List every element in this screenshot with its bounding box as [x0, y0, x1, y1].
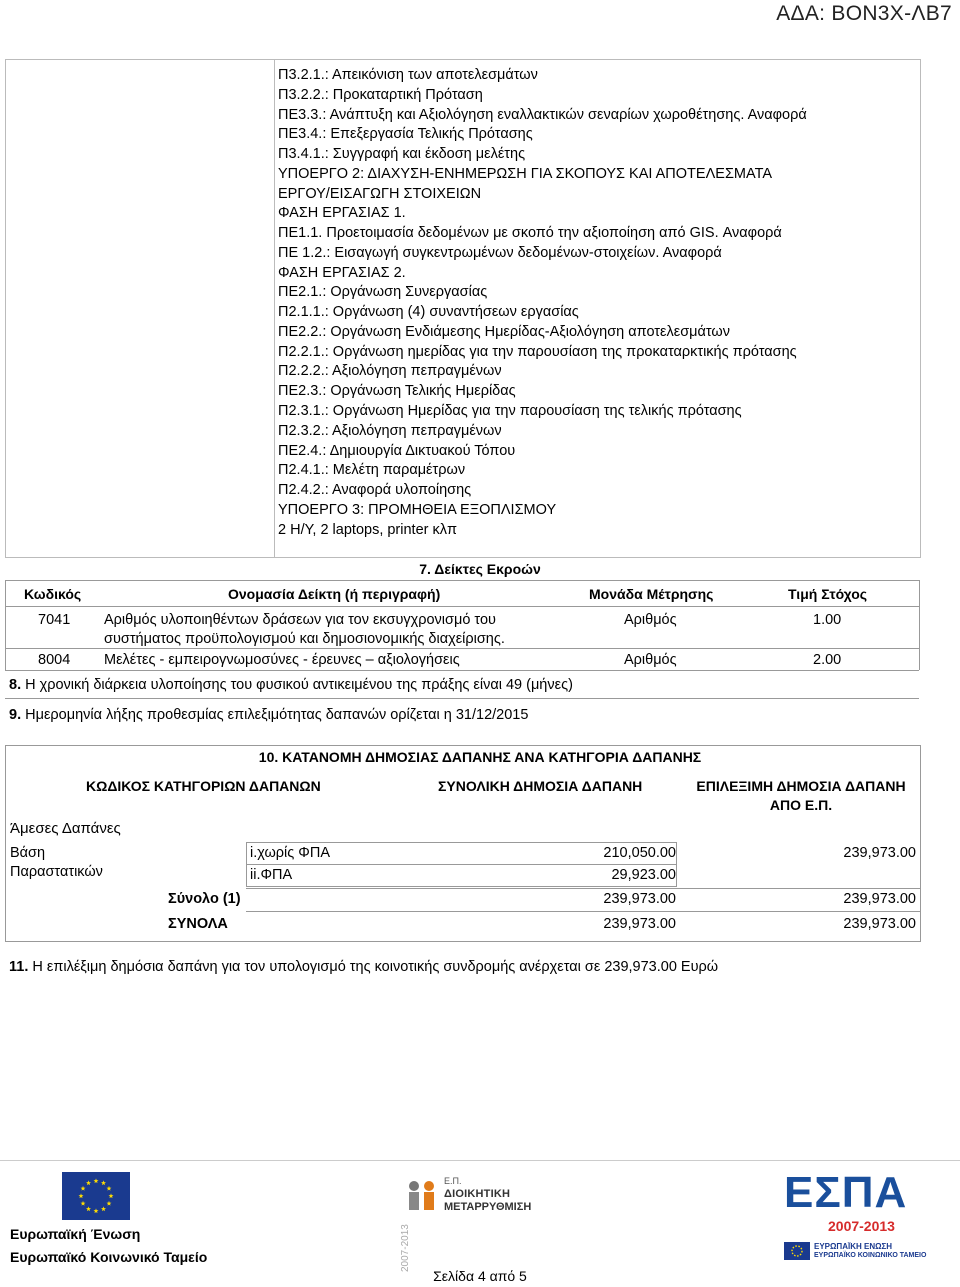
deliverable-line: ΠΕ 1.2.: Εισαγωγή συγκεντρωμένων δεδομένων-στοιχείων. Αναφορά — [278, 244, 722, 261]
indicator-code: 8004 — [38, 652, 71, 668]
admin-reform-logo — [398, 1172, 532, 1272]
subtotal-total: 210,050.00 — [603, 845, 676, 861]
deliverable-line: Π2.2.1.: Οργάνωση ημερίδας για την παρουσίαση της προκαταρκτικής πρότασης — [278, 343, 797, 360]
indicator-name-cont: συστήματος προϋπολογισμού και δημοσιονομικής διαχείρισης. — [104, 631, 505, 647]
divider — [5, 648, 919, 649]
indicator-unit: Αριθμός — [624, 612, 677, 628]
divider — [676, 842, 677, 887]
section9-text: Ημερομηνία λήξης προθεσμίας επιλεξιμότητας δαπανών ορίζεται η 31/12/2015 — [25, 707, 529, 723]
col-total-spend: ΣΥΝΟΛΙΚΗ ΔΗΜΟΣΙΑ ΔΑΠΑΝΗ — [438, 778, 643, 794]
deliverables-list — [278, 66, 918, 540]
eu-flag-icon — [62, 1172, 130, 1220]
deliverable-line: ΦΑΣΗ ΕΡΓΑΣΙΑΣ 2. — [278, 264, 406, 281]
section9-number: 9. — [9, 707, 22, 723]
deliverable-line: ΥΠΟΕΡΓΟ 3: ΠΡΟΜΗΘΕΙΑ ΕΞΟΠΛΙΣΜΟΥ — [278, 501, 557, 518]
section8 — [9, 677, 573, 693]
direct-costs: Άμεσες Δαπάνες — [10, 820, 121, 837]
ada-code: ΑΔΑ: ΒΟΝ3Χ-ΛΒ7 — [776, 2, 952, 25]
vat-label: ii.ΦΠΑ — [250, 867, 293, 883]
deliverable-line: ΠΕ3.4.: Επεξεργασία Τελικής Πρότασης — [278, 126, 533, 143]
basis-label-cont: Παραστατικών — [10, 864, 103, 880]
box-divider — [274, 60, 275, 557]
indicator-name: Αριθμός υλοποιηθέντων δράσεων για τον εκσυγχρονισμό του — [104, 612, 496, 628]
sum1-label: Σύνολο (1) — [168, 891, 241, 907]
page-number: Σελίδα 4 από 5 — [433, 1268, 527, 1284]
dm-small: Ε.Π. — [444, 1176, 462, 1186]
sum1-eligible: 239,973.00 — [843, 891, 916, 907]
divider — [246, 886, 676, 887]
divider — [5, 698, 919, 699]
divider — [5, 580, 6, 670]
espa-years: 2007-2013 — [828, 1218, 895, 1234]
deliverable-line: ΠΕ2.1.: Οργάνωση Συνεργασίας — [278, 284, 488, 301]
dm-years: 2007-2013 — [400, 1224, 411, 1272]
deliverable-line: 2 Η/Υ, 2 laptops, printer κλπ — [278, 521, 458, 538]
divider — [5, 580, 919, 581]
section8-number: 8. — [9, 677, 22, 693]
espa-caption: ΕΥΡΩΠΑΪΚΗ ΕΝΩΣΗ — [814, 1242, 893, 1251]
indicator-unit: Αριθμός — [624, 652, 677, 668]
deliverable-line: ΦΑΣΗ ΕΡΓΑΣΙΑΣ 1. — [278, 205, 406, 222]
deliverable-line: ΠΕ1.1. Προετοιμασία δεδομένων με σκοπό την αξιοποίηση από GIS. Αναφορά — [278, 225, 782, 242]
subtotal-label: i.χωρίς ΦΠΑ — [250, 845, 330, 861]
col-header-unit: Μονάδα Μέτρησης — [589, 586, 714, 602]
deliverable-line: Π2.2.2.: Αξιολόγηση πεπραγμένων — [278, 363, 502, 380]
footer-divider — [0, 1160, 960, 1161]
people-icon — [402, 1176, 442, 1216]
deliverable-line: Π3.2.1.: Απεικόνιση των αποτελεσμάτων — [278, 67, 538, 83]
section11-number: 11. — [9, 959, 29, 975]
deliverable-line: ΠΕ3.3.: Ανάπτυξη και Αξιολόγηση εναλλακτικών σεναρίων χωροθέτησης. Αναφορά — [278, 106, 807, 123]
totals-eligible: 239,973.00 — [843, 916, 916, 932]
espa-title: ΕΣΠΑ — [784, 1168, 908, 1217]
sum1-total: 239,973.00 — [603, 891, 676, 907]
eu-flag-small-icon — [784, 1242, 810, 1260]
indicator-code: 7041 — [38, 612, 71, 628]
dm-line1: ΔΙΟΙΚΗΤΙΚΗ — [444, 1188, 511, 1200]
espa-caption2: ΕΥΡΩΠΑΪΚΟ ΚΟΙΝΩΝΙΚΟ ΤΑΜΕΙΟ — [814, 1252, 927, 1259]
section9 — [9, 707, 528, 723]
section10-box — [5, 745, 921, 942]
totals-label: ΣΥΝΟΛΑ — [168, 916, 228, 932]
col-eligible-spend: ΕΠΙΛΕΞΙΜΗ ΔΗΜΟΣΙΑ ΔΑΠΑΝΗ — [696, 778, 906, 794]
divider — [246, 911, 920, 912]
vat-total: 29,923.00 — [611, 867, 676, 883]
subtotal-eligible: 239,973.00 — [843, 845, 916, 861]
divider — [246, 888, 920, 889]
section10-title: 10. ΚΑΤΑΝΟΜΗ ΔΗΜΟΣΙΑΣ ΔΑΠΑΝΗΣ ΑΝΑ ΚΑΤΗΓΟΡΙΑ ΔΑΠΑΝΗΣ — [258, 749, 702, 765]
deliverable-line: Π3.2.2.: Προκαταρτική Πρόταση — [278, 86, 483, 103]
indicator-target: 1.00 — [813, 612, 842, 628]
deliverable-line: ΠΕ2.4.: Δημιουργία Δικτυακού Τόπου — [278, 442, 516, 459]
deliverable-line: Π3.4.1.: Συγγραφή και έκδοση μελέτης — [278, 146, 526, 163]
section8-text: Η χρονική διάρκεια υλοποίησης του φυσικού αντικειμένου της πράξης είναι 49 (μήνες) — [25, 677, 573, 693]
deliverable-line: ΥΠΟΕΡΓΟ 2: ΔΙΑΧΥΣΗ-ΕΝΗΜΕΡΩΣΗ ΓΙΑ ΣΚΟΠΟΥΣ ΚΑΙ ΑΠΟΤΕΛΕΣΜΑΤΑ — [278, 165, 773, 182]
basis-label: Βάση — [10, 845, 46, 861]
deliverable-line: ΠΕ2.3.: Οργάνωση Τελικής Ημερίδας — [278, 383, 516, 400]
col-category: ΚΩΔΙΚΟΣ ΚΑΤΗΓΟΡΙΩΝ ΔΑΠΑΝΩΝ — [86, 778, 321, 794]
col-eligible-spend-cont: ΑΠΟ Ε.Π. — [769, 797, 833, 813]
indicator-target: 2.00 — [813, 652, 842, 668]
eu-label: Ευρωπαϊκή Ένωση — [10, 1226, 141, 1242]
deliverable-line: Π2.3.2.: Αξιολόγηση πεπραγμένων — [278, 422, 502, 439]
deliverable-line: Π2.1.1.: Οργάνωση (4) συναντήσεων εργασίας — [278, 304, 579, 321]
dm-line2: ΜΕΤΑΡΡΥΘΜΙΣΗ — [444, 1201, 532, 1213]
col-header-target: Τιμή Στόχος — [788, 586, 868, 602]
esf-label: Ευρωπαϊκό Κοινωνικό Ταμείο — [10, 1249, 208, 1265]
col-header-name: Ονομασία Δείκτη (ή περιγραφή) — [228, 586, 441, 602]
divider — [5, 606, 919, 607]
divider — [246, 842, 676, 843]
deliverable-line: Π2.4.1.: Μελέτη παραμέτρων — [278, 462, 466, 479]
deliverable-line: Π2.3.1.: Οργάνωση Ημερίδας για την παρουσίαση της τελικής πρότασης — [278, 403, 742, 420]
divider — [919, 580, 920, 670]
totals-total: 239,973.00 — [603, 916, 676, 932]
deliverable-line: ΠΕ2.2.: Οργάνωση Ενδιάμεσης Ημερίδας-Αξιολόγηση αποτελεσμάτων — [278, 323, 730, 340]
section7-title: 7. Δείκτες Εκροών — [419, 561, 541, 577]
divider — [246, 864, 676, 865]
deliverable-line: Π2.4.2.: Αναφορά υλοποίησης — [278, 482, 472, 499]
section11 — [9, 959, 718, 975]
indicator-name: Μελέτες - εμπειρογνωμοσύνες - έρευνες – αξιολογήσεις — [104, 652, 460, 668]
espa-logo — [776, 1168, 936, 1272]
col-header-code: Κωδικός — [24, 586, 82, 602]
deliverable-line: ΕΡΓΟΥ/ΕΙΣΑΓΩΓΗ ΣΤΟΙΧΕΙΩΝ — [278, 185, 482, 202]
section11-text: Η επιλέξιμη δημόσια δαπάνη για τον υπολογισμό της κοινοτικής συνδρομής ανέρχεται σε 239,973.00 Ευρώ — [32, 959, 719, 975]
divider — [5, 670, 919, 671]
